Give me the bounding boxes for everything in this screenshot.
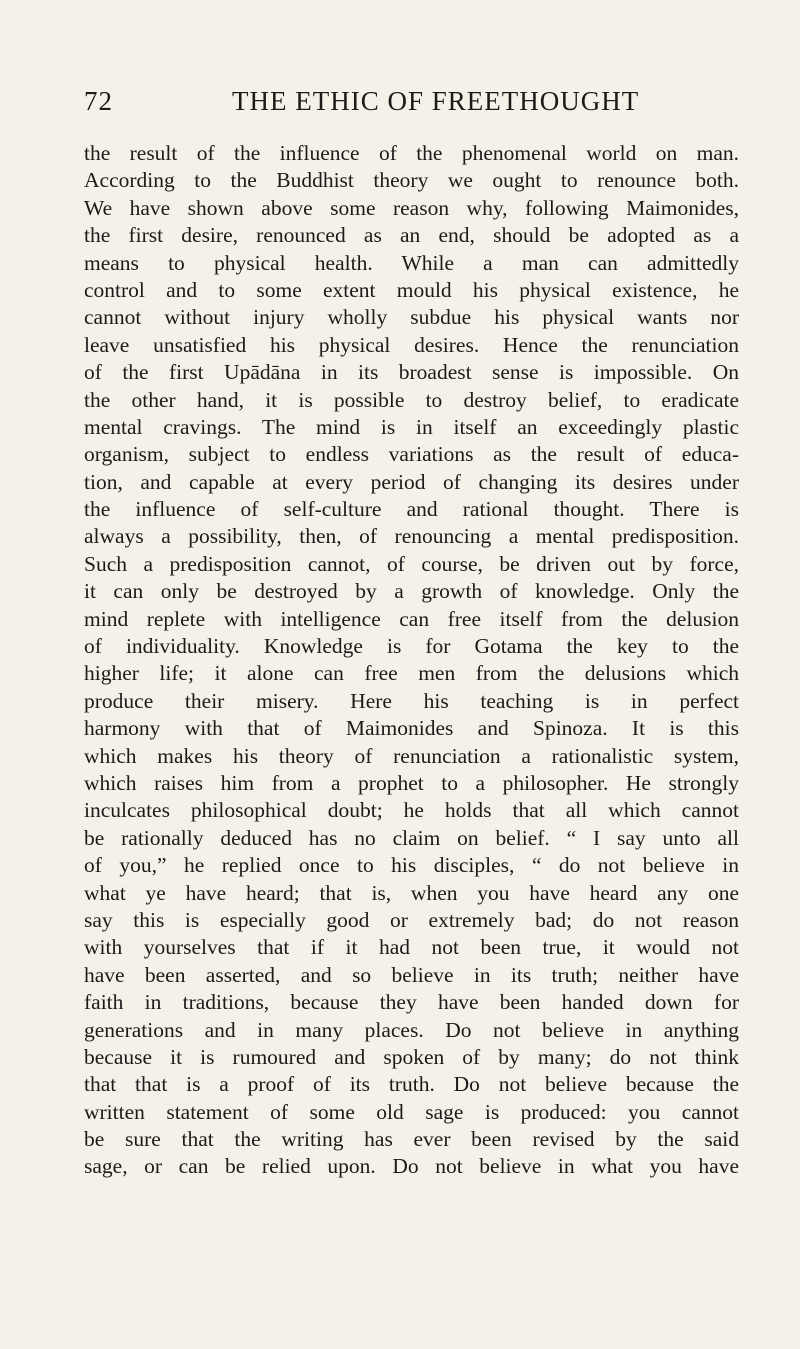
text-line: say this is especially good or extremely bad; do not reason <box>84 907 739 932</box>
text-line: which raises him from a prophet to a philosopher. He strongly <box>84 770 739 795</box>
text-line: the other hand, it is possible to destroy belief, to eradicate <box>84 387 739 412</box>
text-line: inculcates philosophical doubt; he holds that all which cannot <box>84 798 739 823</box>
text-line: always a possibility, then, of renouncing a mental predisposition. <box>84 524 739 549</box>
text-line: the influence of self-culture and rational thought. There is <box>84 497 739 522</box>
text-line: mental cravings. The mind is in itself an exceedingly plastic <box>84 414 739 439</box>
text-line: tion, and capable at every period of changing its desires under <box>84 469 739 494</box>
text-line: have been asserted, and so believe in its truth; neither have <box>84 962 739 987</box>
text-line: We have shown above some reason why, following Maimonides, <box>84 195 739 220</box>
text-line: harmony with that of Maimonides and Spinoza. It is this <box>84 716 739 741</box>
text-line: means to physical health. While a man can admittedly <box>84 250 739 275</box>
body-paragraph <box>84 140 739 1181</box>
text-line: mind replete with intelligence can free itself from the delusion <box>84 606 739 631</box>
text-line: faith in traditions, because they have been handed down for <box>84 990 739 1015</box>
text-line: of individuality. Knowledge is for Gotama the key to the <box>84 634 739 659</box>
text-line: the first desire, renounced as an end, should be adopted as a <box>84 223 739 248</box>
text-line: sage, or can be relied upon. Do not believe in what you have <box>84 1154 739 1179</box>
text-line: of you,” he replied once to his disciples, “ do not believe in <box>84 853 739 878</box>
text-line: because it is rumoured and spoken of by many; do not think <box>84 1044 739 1069</box>
text-line: written statement of some old sage is produced: you cannot <box>84 1099 739 1124</box>
text-line: that that is a proof of its truth. Do not believe because the <box>84 1072 739 1097</box>
text-line: what ye have heard; that is, when you have heard any one <box>84 880 739 905</box>
text-line: which makes his theory of renunciation a rationalistic system, <box>84 743 739 768</box>
text-line: cannot without injury wholly subdue his physical wants nor <box>84 305 739 330</box>
text-line: it can only be destroyed by a growth of knowledge. Only the <box>84 579 739 604</box>
page-number: 72 <box>84 86 113 116</box>
running-head <box>84 86 739 126</box>
text-line: the result of the influence of the phenomenal world on man. <box>84 141 739 165</box>
text-line: of the first Upādāna in its broadest sense is impossible. On <box>84 360 739 385</box>
text-line: According to the Buddhist theory we ought to renounce both. <box>84 168 739 193</box>
text-line: Such a predisposition cannot, of course, be driven out by force, <box>84 551 739 576</box>
text-line: with yourselves that if it had not been true, it would not <box>84 935 739 960</box>
text-line: higher life; it alone can free men from the delusions which <box>84 661 739 686</box>
text-line: be sure that the writing has ever been revised by the said <box>84 1127 739 1152</box>
page-heading: THE ETHIC OF FREETHOUGHT <box>232 86 640 116</box>
text-line: control and to some extent mould his physical existence, he <box>84 277 739 302</box>
text-line: produce their misery. Here his teaching is in perfect <box>84 688 739 713</box>
text-line: organism, subject to endless variations as the result of educa- <box>84 442 739 467</box>
text-line: generations and in many places. Do not believe in anything <box>84 1017 739 1042</box>
text-line: leave unsatisfied his physical desires. Hence the renunciation <box>84 332 739 357</box>
text-line: be rationally deduced has no claim on belief. “ I say unto all <box>84 825 739 850</box>
